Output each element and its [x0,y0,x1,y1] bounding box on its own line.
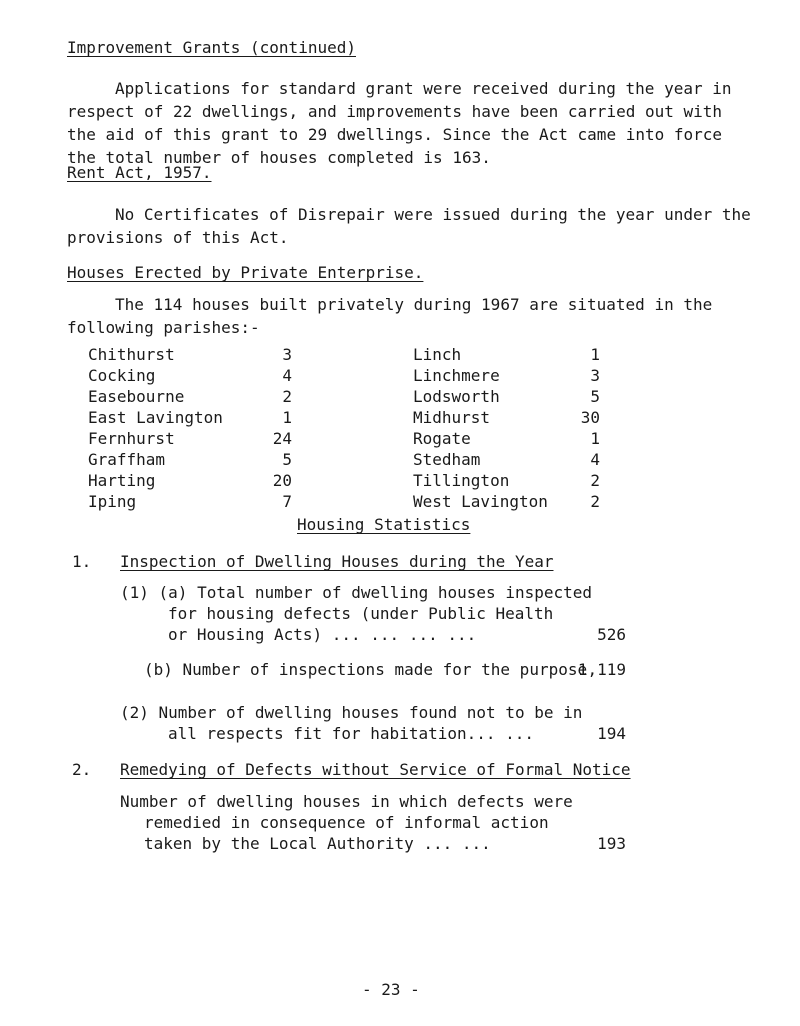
paragraph-line: provisions of this Act. [67,228,289,247]
parish-count: 1 [590,429,600,448]
value-total-inspected: 526 [597,625,626,644]
paragraph-line: Applications for standard grant were received during the year in [115,79,732,98]
parish-name: Midhurst [413,408,491,427]
parish-count: 2 [590,492,600,511]
item-line: taken by the Local Authority ... ... [144,834,491,853]
parish-count: 4 [282,366,292,385]
rent-act-paragraph [67,203,751,249]
parish-name: Cocking [88,366,156,385]
parish-name: Stedham [413,450,481,469]
parish-count: 2 [590,471,600,490]
private-enterprise-paragraph [67,293,712,339]
section-number: 1. [72,552,92,571]
paragraph-line: No Certificates of Disrepair were issued during the year under the [115,205,751,224]
parish-name: Lodsworth [413,387,500,406]
parish-count: 24 [272,429,292,448]
value-unfit-houses: 194 [597,724,626,743]
parish-name: Tillington [413,471,510,490]
parish-count: 2 [282,387,292,406]
parish-count: 1 [282,408,292,427]
parish-count: 3 [590,366,600,385]
item-line: or Housing Acts) ... ... ... ... [168,625,477,644]
parish-name: Graffham [88,450,166,469]
parish-name: Fernhurst [88,429,175,448]
parish-name: Harting [88,471,156,490]
item-line: (2) Number of dwelling houses found not to be in [120,703,583,722]
parish-name: Chithurst [88,345,175,364]
value-inspections-made: 1,119 [577,660,626,679]
section-heading-remedying: Remedying of Defects without Service of Formal Notice [120,760,631,779]
parish-count: 20 [272,471,292,490]
paragraph-line: the aid of this grant to 29 dwellings. Since the Act came into force [67,125,723,144]
parish-name: Rogate [413,429,471,448]
paragraph-line: respect of 22 dwellings, and improvements have been carried out with [67,102,723,121]
parish-name: Iping [88,492,137,511]
parish-count: 4 [590,450,600,469]
section-title-improvement-grants: Improvement Grants (continued) [67,38,356,57]
item-line: for housing defects (under Public Health [168,604,554,623]
section-number: 2. [72,760,92,779]
item-line: (1) (a) Total number of dwelling houses inspected [120,583,593,602]
parish-name: West Lavington [413,492,548,511]
section-title-private-enterprise: Houses Erected by Private Enterprise. [67,263,424,282]
item-line: all respects fit for habitation... ... [168,724,535,743]
paragraph-line: the total number of houses completed is 163. [67,148,491,167]
section-title-rent-act: Rent Act, 1957. [67,163,212,182]
parish-count: 30 [580,408,600,427]
section-heading-inspection: Inspection of Dwelling Houses during the Year [120,552,554,571]
item-line: (b) Number of inspections made for the purpose [144,660,588,679]
parish-count: 3 [282,345,292,364]
parish-name: Easebourne [88,387,185,406]
parish-count: 5 [590,387,600,406]
parish-count: 7 [282,492,292,511]
parish-name: Linchmere [413,366,500,385]
item-line: Number of dwelling houses in which defects were [120,792,573,811]
parish-count: 5 [282,450,292,469]
housing-statistics-title: Housing Statistics [297,515,471,534]
page-number: - 23 - [362,980,420,999]
improvement-grants-paragraph [67,77,732,169]
paragraph-line: following parishes:- [67,318,260,337]
value-remedied-informal: 193 [597,834,626,853]
parish-name: Linch [413,345,462,364]
paragraph-line: The 114 houses built privately during 1967 are situated in the [115,295,713,314]
parish-count: 1 [590,345,600,364]
item-line: remedied in consequence of informal action [144,813,549,832]
parish-name: East Lavington [88,408,223,427]
